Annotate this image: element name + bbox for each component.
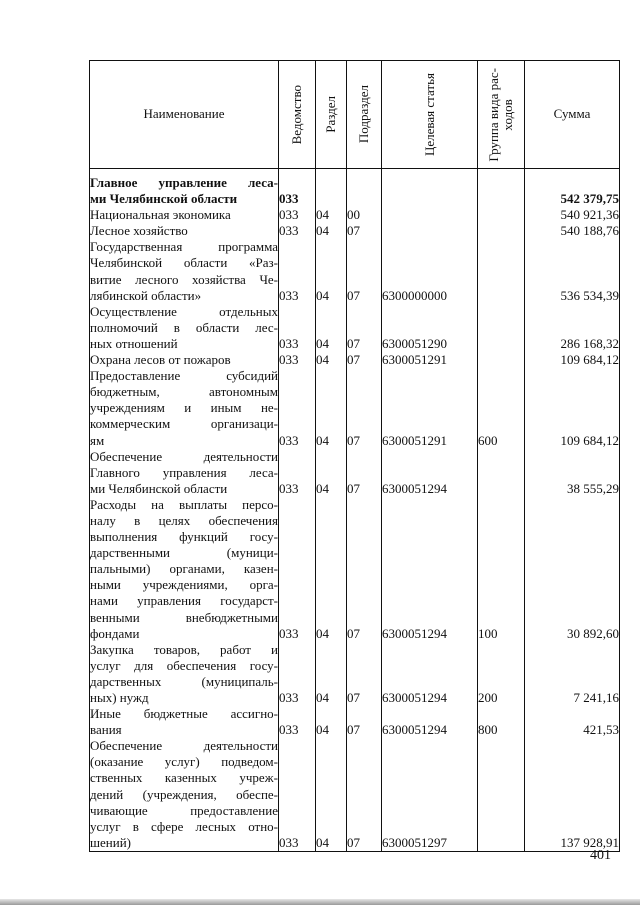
header-sum: Сумма [525, 61, 620, 169]
row-sum: 30 892,60 [525, 497, 620, 642]
row-name [90, 497, 279, 642]
row-dept: 033 [279, 304, 316, 352]
row-target: 6300051294 [382, 449, 478, 497]
row-sum: 542 379,75 [525, 169, 620, 208]
row-name-line: услуг для обеспечения госу- [90, 657, 278, 673]
row-target: 6300051291 [382, 368, 478, 448]
row-subsection: 07 [347, 223, 382, 239]
table-row [90, 449, 620, 497]
row-name [90, 304, 279, 352]
row-name-line: дарственными (муници- [90, 545, 278, 561]
table-row [90, 207, 620, 223]
row-name-line: Обеспечение деятельности [90, 738, 278, 754]
row-target: 6300051294 [382, 642, 478, 706]
row-name-line: ми Челябинской области [90, 191, 238, 207]
row-target [382, 169, 478, 208]
row-section: 04 [316, 368, 347, 448]
budget-table [89, 60, 620, 852]
row-name [90, 449, 279, 497]
row-target: 6300051297 [382, 738, 478, 851]
row-subsection: 07 [347, 642, 382, 706]
row-section: 04 [316, 207, 347, 223]
row-dept: 033 [279, 368, 316, 448]
row-group [478, 304, 525, 352]
row-section: 04 [316, 352, 347, 368]
row-name-line: налу в целях обеспечения [90, 512, 278, 528]
row-dept: 033 [279, 352, 316, 368]
row-name-line: ственных казенных учреж- [90, 770, 278, 786]
row-name-line: пальными) органами, казен- [90, 561, 278, 577]
row-group: 200 [478, 642, 525, 706]
row-name-line: ям [90, 432, 105, 448]
row-name-line: (оказание услуг) подведом- [90, 754, 278, 770]
row-dept: 033 [279, 223, 316, 239]
header-target [382, 61, 478, 169]
row-dept: 033 [279, 738, 316, 851]
row-name-line: ных отношений [90, 335, 178, 351]
row-group [478, 239, 525, 303]
row-target [382, 223, 478, 239]
row-target: 6300000000 [382, 239, 478, 303]
header-name: Наименование [90, 61, 279, 169]
table-row [90, 239, 620, 303]
row-target: 6300051294 [382, 497, 478, 642]
row-name [90, 368, 279, 448]
row-sum: 540 921,36 [525, 207, 620, 223]
header-group-label [487, 68, 515, 162]
row-sum: 286 168,32 [525, 304, 620, 352]
row-section: 04 [316, 497, 347, 642]
row-section: 04 [316, 738, 347, 851]
row-name-line: выполнения функций госу- [90, 529, 278, 545]
row-subsection: 07 [347, 239, 382, 303]
row-name-line: Обеспечение деятельности [90, 448, 278, 464]
table-row [90, 738, 620, 851]
row-dept: 033 [279, 449, 316, 497]
row-name-line: Главное управление леса- [90, 175, 278, 190]
row-name-line: витие лесного хозяйства Че- [90, 271, 278, 287]
row-name [90, 169, 279, 208]
row-name-line: ных) нужд [90, 690, 149, 705]
header-group-line2: ходов [500, 98, 515, 131]
row-subsection: 07 [347, 738, 382, 851]
row-sum: 137 928,91 [525, 738, 620, 851]
row-name-line: Закупка товаров, работ и [90, 641, 278, 657]
table-row [90, 352, 620, 368]
row-group: 800 [478, 706, 525, 738]
row-name-line: лябинской области» [90, 287, 202, 303]
table-row [90, 368, 620, 448]
row-group [478, 223, 525, 239]
row-name-line: Предоставление субсидий [90, 368, 278, 384]
row-target: 6300051294 [382, 706, 478, 738]
row-name-line: Охрана лесов от пожаров [90, 352, 231, 368]
row-name-line: дарственных (муниципаль- [90, 673, 278, 689]
row-dept: 033 [279, 169, 316, 208]
row-name-line: Лесное хозяйство [90, 223, 188, 239]
row-name-line: Главного управления леса- [90, 464, 278, 480]
row-dept: 033 [279, 239, 316, 303]
scan-bottom-edge [0, 899, 640, 905]
row-name-line: венными внебюджетными [90, 609, 278, 625]
row-sum: 421,53 [525, 706, 620, 738]
row-subsection: 07 [347, 497, 382, 642]
header-section [316, 61, 347, 169]
header-target-label: Целевая статья [421, 72, 437, 156]
row-target [382, 207, 478, 223]
row-group [478, 169, 525, 208]
header-dept [279, 61, 316, 169]
row-dept: 033 [279, 497, 316, 642]
row-name-line: Национальная экономика [90, 207, 231, 223]
row-name-line: чивающие предоставление [90, 802, 278, 818]
row-dept: 033 [279, 207, 316, 223]
row-section: 04 [316, 449, 347, 497]
row-group [478, 352, 525, 368]
table-row [90, 497, 620, 642]
row-section: 04 [316, 239, 347, 303]
row-group [478, 207, 525, 223]
row-name-line: Государственная программа [90, 239, 278, 255]
row-sum: 540 188,76 [525, 223, 620, 239]
row-sum: 7 241,16 [525, 642, 620, 706]
row-name [90, 738, 279, 851]
row-sum: 109 684,12 [525, 352, 620, 368]
row-group: 600 [478, 368, 525, 448]
table-header-row [90, 61, 620, 169]
header-dept-label: Ведомство [289, 84, 304, 145]
row-name [90, 207, 279, 223]
row-name-line: вания [90, 722, 122, 738]
row-subsection: 07 [347, 368, 382, 448]
row-dept: 033 [279, 642, 316, 706]
row-section: 04 [316, 706, 347, 738]
row-section [316, 169, 347, 208]
row-name [90, 352, 279, 368]
header-subsection [347, 61, 382, 169]
row-dept: 033 [279, 706, 316, 738]
row-name-line: ми Челябинской области [90, 480, 228, 496]
row-name-line: бюджетным, автономным [90, 384, 278, 400]
row-name-line: Осуществление отдельных [90, 303, 278, 319]
row-name [90, 239, 279, 303]
row-subsection: 07 [347, 449, 382, 497]
table-row [90, 223, 620, 239]
header-group [478, 61, 525, 169]
header-group-line1: Группа вида рас- [486, 67, 501, 162]
table-row [90, 642, 620, 706]
row-name [90, 706, 279, 738]
page-number: 401 [590, 848, 611, 863]
row-subsection: 00 [347, 207, 382, 223]
row-name-line: дений (учреждения, обеспе- [90, 786, 278, 802]
row-subsection: 07 [347, 352, 382, 368]
row-section: 04 [316, 642, 347, 706]
header-section-label: Раздел [323, 96, 338, 133]
table-row [90, 706, 620, 738]
row-name-line: Челябинской области «Раз- [90, 255, 278, 271]
row-name [90, 642, 279, 706]
row-name-line: Расходы на выплаты персо- [90, 496, 278, 512]
row-target: 6300051290 [382, 304, 478, 352]
row-name-line: учреждениям и иным не- [90, 400, 278, 416]
table-row [90, 304, 620, 352]
row-name-line: Иные бюджетные ассигно- [90, 706, 278, 722]
row-name-line: ными учреждениями, орга- [90, 577, 278, 593]
row-section: 04 [316, 304, 347, 352]
row-group: 100 [478, 497, 525, 642]
row-name-line: коммерческим организаци- [90, 416, 278, 432]
row-name-line: фондами [90, 625, 140, 641]
row-name-line: полномочий в области лес- [90, 319, 278, 335]
row-sum: 109 684,12 [525, 368, 620, 448]
row-group [478, 738, 525, 851]
row-name-line: шений) [90, 834, 131, 850]
row-target: 6300051291 [382, 352, 478, 368]
header-subsection-label: Подраздел [356, 85, 371, 144]
row-subsection: 07 [347, 304, 382, 352]
row-group [478, 449, 525, 497]
table-row [90, 169, 620, 208]
row-name [90, 223, 279, 239]
row-name-line: услуг в сфере лесных отно- [90, 818, 278, 834]
row-subsection [347, 169, 382, 208]
row-sum: 38 555,29 [525, 449, 620, 497]
row-name-line: нами управления государст- [90, 593, 278, 609]
row-sum: 536 534,39 [525, 239, 620, 303]
row-section: 04 [316, 223, 347, 239]
row-subsection: 07 [347, 706, 382, 738]
